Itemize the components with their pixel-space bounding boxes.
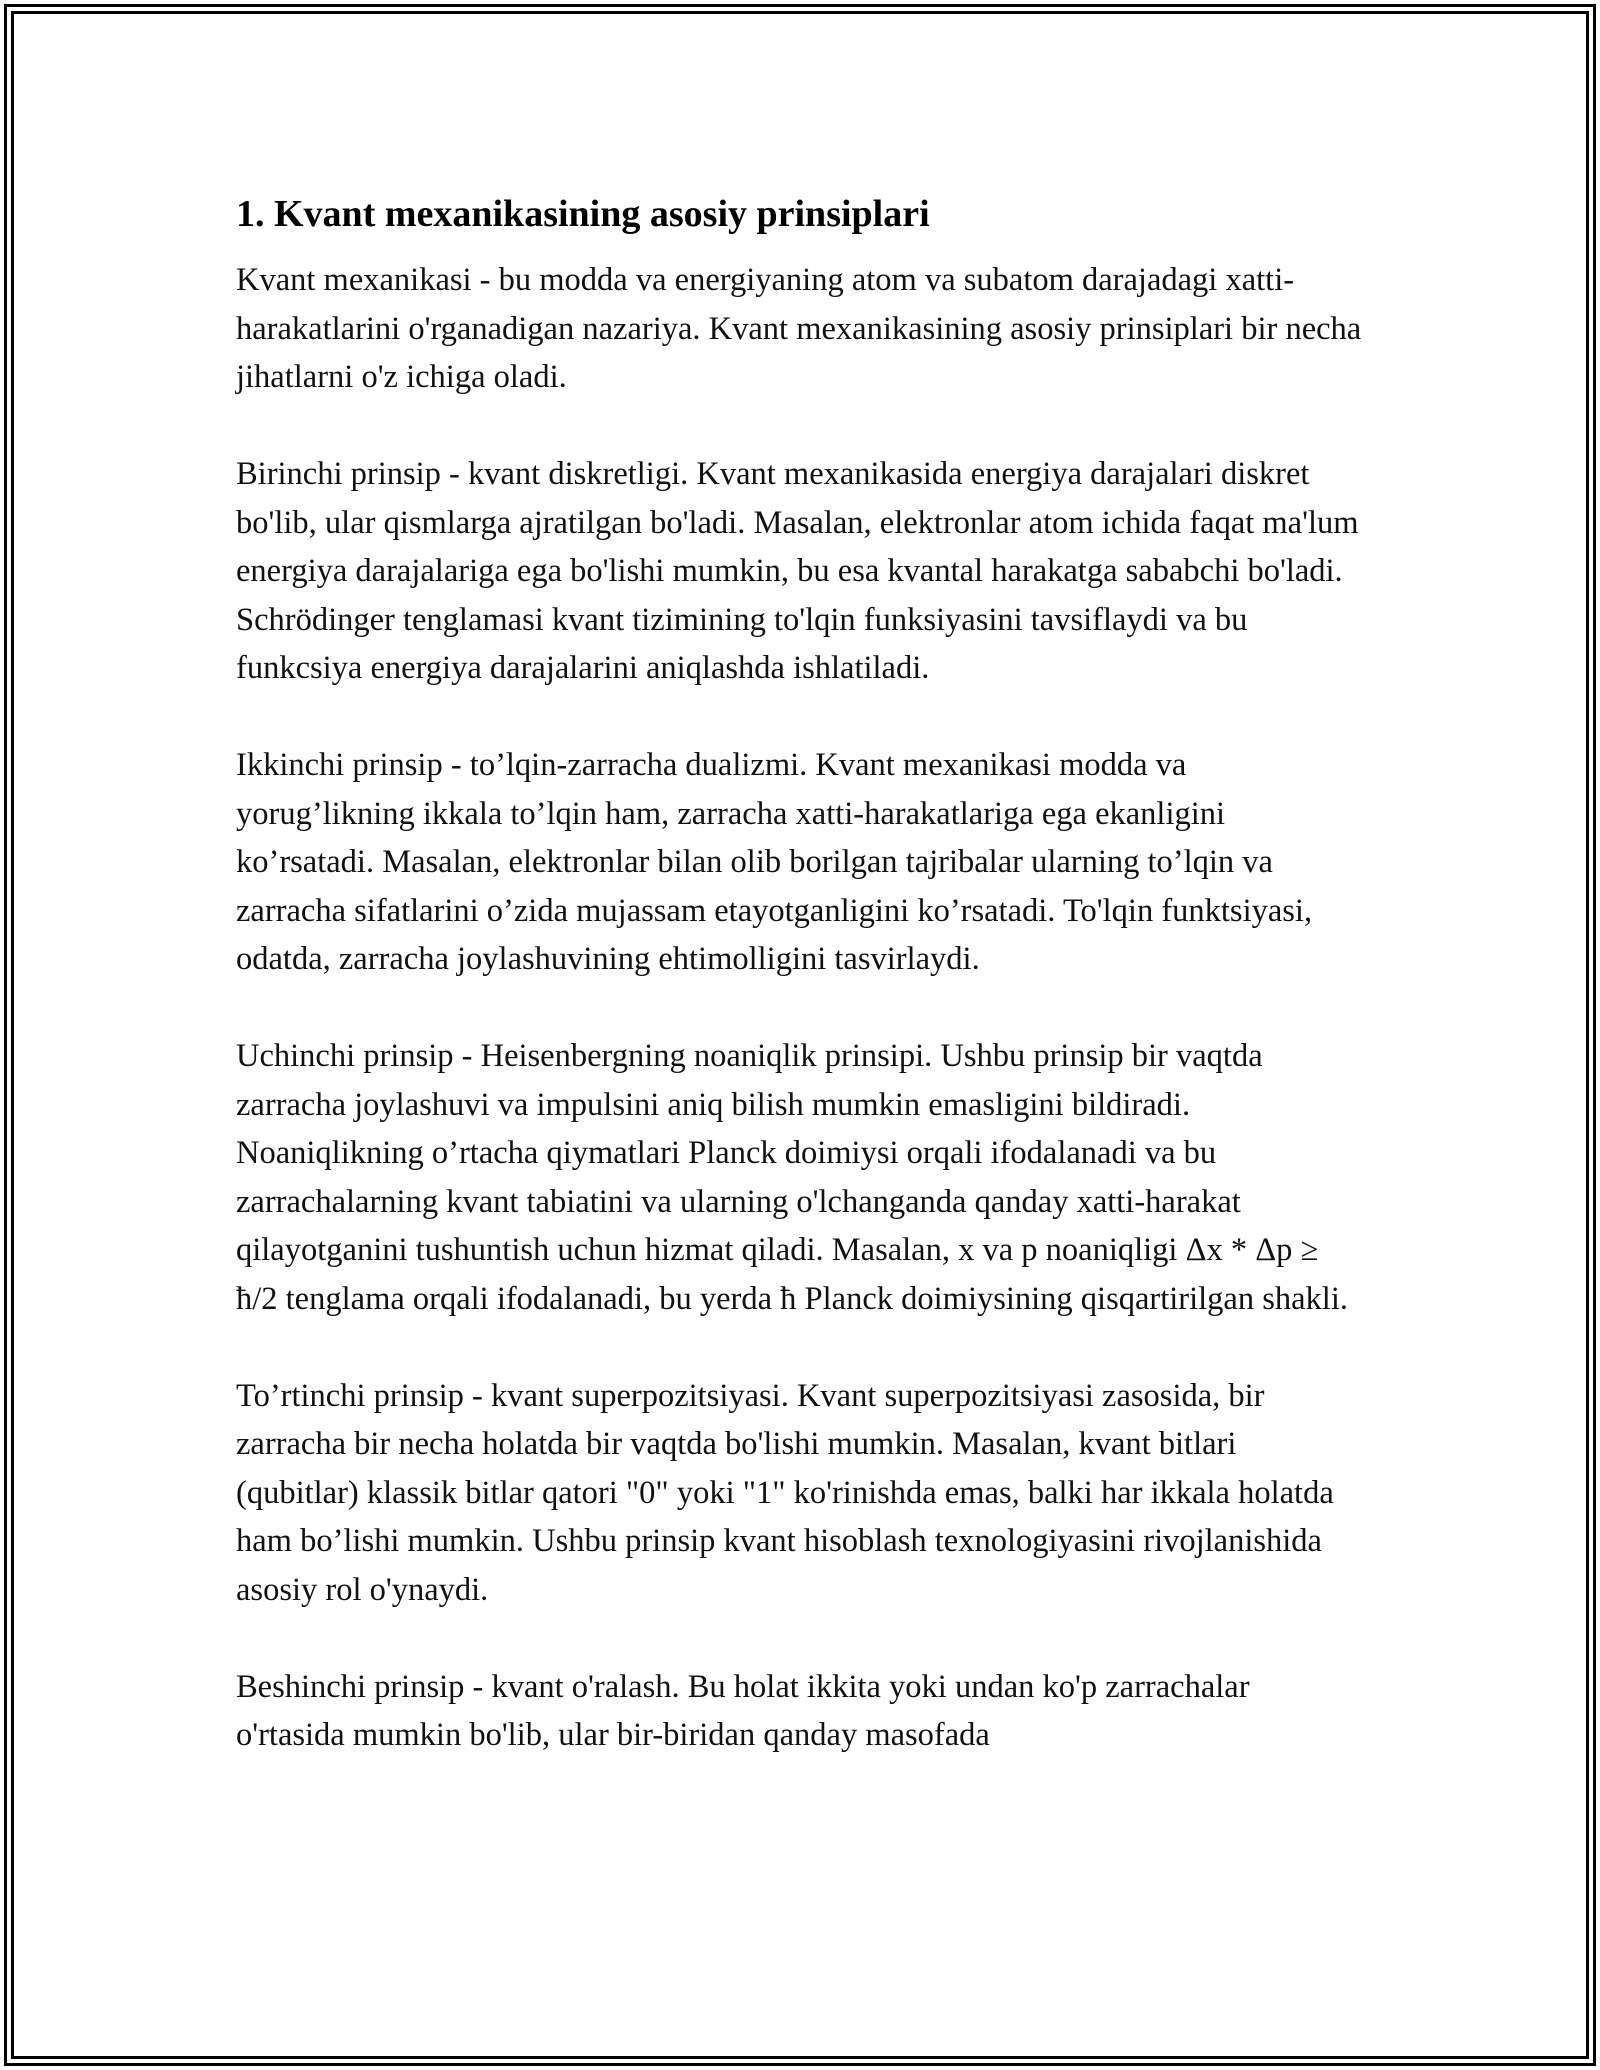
paragraph-second-principle: Ikkinchi prinsip - to’lqin-zarracha dualizmi. Kvant mexanikasi modda va yorug’likning ikkala to’lqin ham, zarracha xatti-harakatlariga ega ekanligini ko’rsatadi. Masalan, elektronlar bilan olib borilgan tajribalar ularning to’lqin va zarracha sifatlarini o’zida mujassam etayotganligini ko’rsatadi. To'lqin funktsiyasi, odatda, zarracha joylashuvining ehtimolligini tasvirlaydi. <box>236 747 1313 977</box>
paragraph-first-principle: Birinchi prinsip - kvant diskretligi. Kvant mexanikasida energiya darajalari diskret bo'lib, ular qismlarga ajratilgan bo'ladi. Masalan, elektronlar atom ichida faqat ma'lum energiya darajalariga ega bo'lishi mumkin, bu esa kvantal harakatga sababchi bo'ladi. Schrödinger tenglamasi kvant tizimining to'lqin funksiyasini tavsiflaydi va bu funkcsiya energiya darajalarini aniqlashda ishlatiladi. <box>236 456 1359 686</box>
document-title: 1. Kvant mexanikasining asosiy prinsiplari <box>236 193 930 235</box>
document-body <box>236 186 1366 1760</box>
paragraph-fourth-principle: To’rtinchi prinsip - kvant superpozitsiyasi. Kvant superpozitsiyasi zasosida, bir zarracha bir necha holatda bir vaqtda bo'lishi mumkin. Masalan, kvant bitlari (qubitlar) klassik bitlar qatori "0" yoki "1" ko'rinishda emas, balki har ikkala holatda ham bo’lishi mumkin. Ushbu prinsip kvant hisoblash texnologiyasini rivojlanishida asosiy rol o'ynaydi. <box>236 1377 1334 1608</box>
paragraph-intro: Kvant mexanikasi - bu modda va energiyaning atom va subatom darajadagi xatti-harakatlarini o'rganadigan nazariya. Kvant mexanikasining asosiy prinsiplari bir necha jihatlarni o'z ichiga oladi. <box>236 262 1362 395</box>
paragraph-third-principle: Uchinchi prinsip - Heisenbergning noaniqlik prinsipi. Ushbu prinsip bir vaqtda zarracha joylashuvi va impulsini aniq bilish mumkin emasligini bildiradi. Noaniqlikning o’rtacha qiymatlari Planck doimiysi orqali ifodalanadi va bu zarrachalarning kvant tabiatini va ularning o'lchanganda qanday xatti-harakat qilayotganini tushuntish uchun hizmat qiladi. Masalan, x va p noaniqligi Δx * Δp ≥ ħ/2 tenglama orqali ifodalanadi, bu yerda ħ Planck doimiysining qisqartirilgan shakli. <box>236 1038 1348 1317</box>
paragraph-fifth-principle: Beshinchi prinsip - kvant o'ralash. Bu holat ikkita yoki undan ko'p zarrachalar o'rtasida mumkin bo'lib, ular bir-biridan qanday masofada <box>236 1668 1250 1753</box>
